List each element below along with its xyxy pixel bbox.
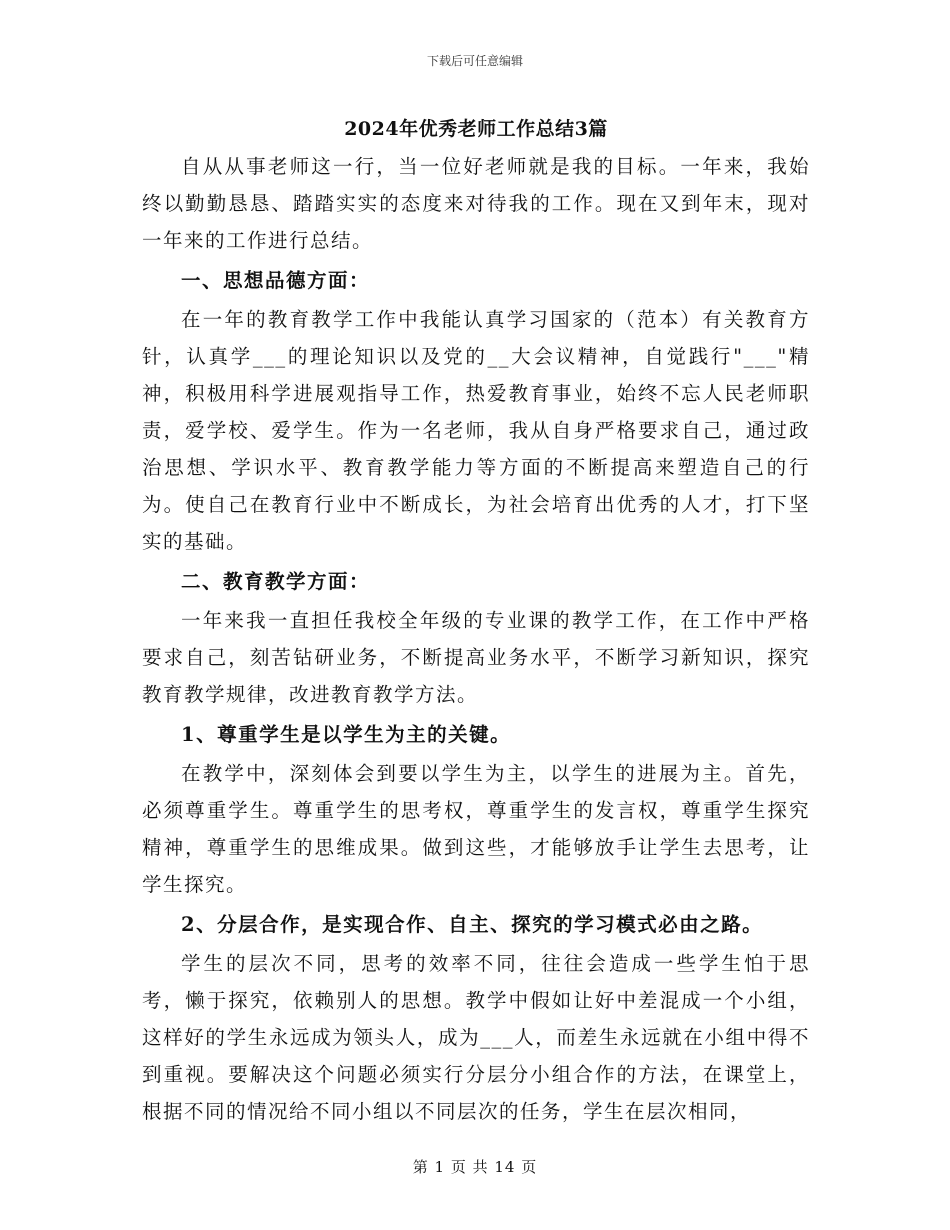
teaching-paragraph: 一年来我一直担任我校全年级的专业课的教学工作，在工作中严格要求自己，刻苦钻研业务，不断提高业务水平，不断学习新知识，探究教育教学规律，改进教育教学方法。: [142, 609, 810, 706]
layered-cooperation-paragraph: 学生的层次不同，思考的效率不同，往往会造成一些学生怕于思考，懒于探究，依赖别人的思想。教学中假如让好中差混成一个小组，这样好的学生永远成为领头人，成为___人，而差生永远就在小组中得不到重视。要解决这个问题必须实行分层分小组合作的方法，在课堂上，根据不同的情况给不同小组以不同层次的任务，学生在层次相同，: [142, 952, 810, 1123]
intro-paragraph: 自从从事老师这一行，当一位好老师就是我的目标。一年来，我始终以勤勤恳恳、踏踏实实的态度来对待我的工作。现在又到年末，现对一年来的工作进行总结。: [142, 155, 810, 252]
ideology-paragraph: 在一年的教育教学工作中我能认真学习国家的（范本）有关教育方针，认真学___的理论知识以及党的__大会议精神，自觉践行"___"精神，积极用科学进展观指导工作，热爱教育事业，始终不忘人民老师职责，爱学校、爱学生。作为一名老师，我从自身严格要求自己，通过政治思想、学识水平、教育教学能力等方面的不断提高来塑造自己的行为。使自己在教育行业中不断成长，为社会培育出优秀的人才，打下坚实的基础。: [142, 308, 810, 553]
page-footer: 第 1 页 共 14 页: [412, 1158, 538, 1176]
subheading-respect-students: 1、尊重学生是以学生为主的关键。: [181, 723, 512, 746]
section-heading-teaching: 二、教育教学方面：: [181, 570, 371, 593]
document-body: [142, 112, 810, 1130]
document-title: 2024年优秀老师工作总结3篇: [344, 118, 608, 140]
section-heading-ideology: 一、思想品德方面：: [181, 269, 371, 292]
subheading-layered-cooperation: 2、分层合作，是实现合作、自主、探究的学习模式必由之路。: [181, 913, 764, 936]
header-note: 下载后可任意编辑: [426, 54, 523, 68]
respect-students-paragraph: 在教学中，深刻体会到要以学生为主，以学生的进展为主。首先，必须尊重学生。尊重学生的思考权，尊重学生的发言权，尊重学生探究精神，尊重学生的思维成果。做到这些，才能够放手让学生去思考，让学生探究。: [142, 762, 810, 896]
